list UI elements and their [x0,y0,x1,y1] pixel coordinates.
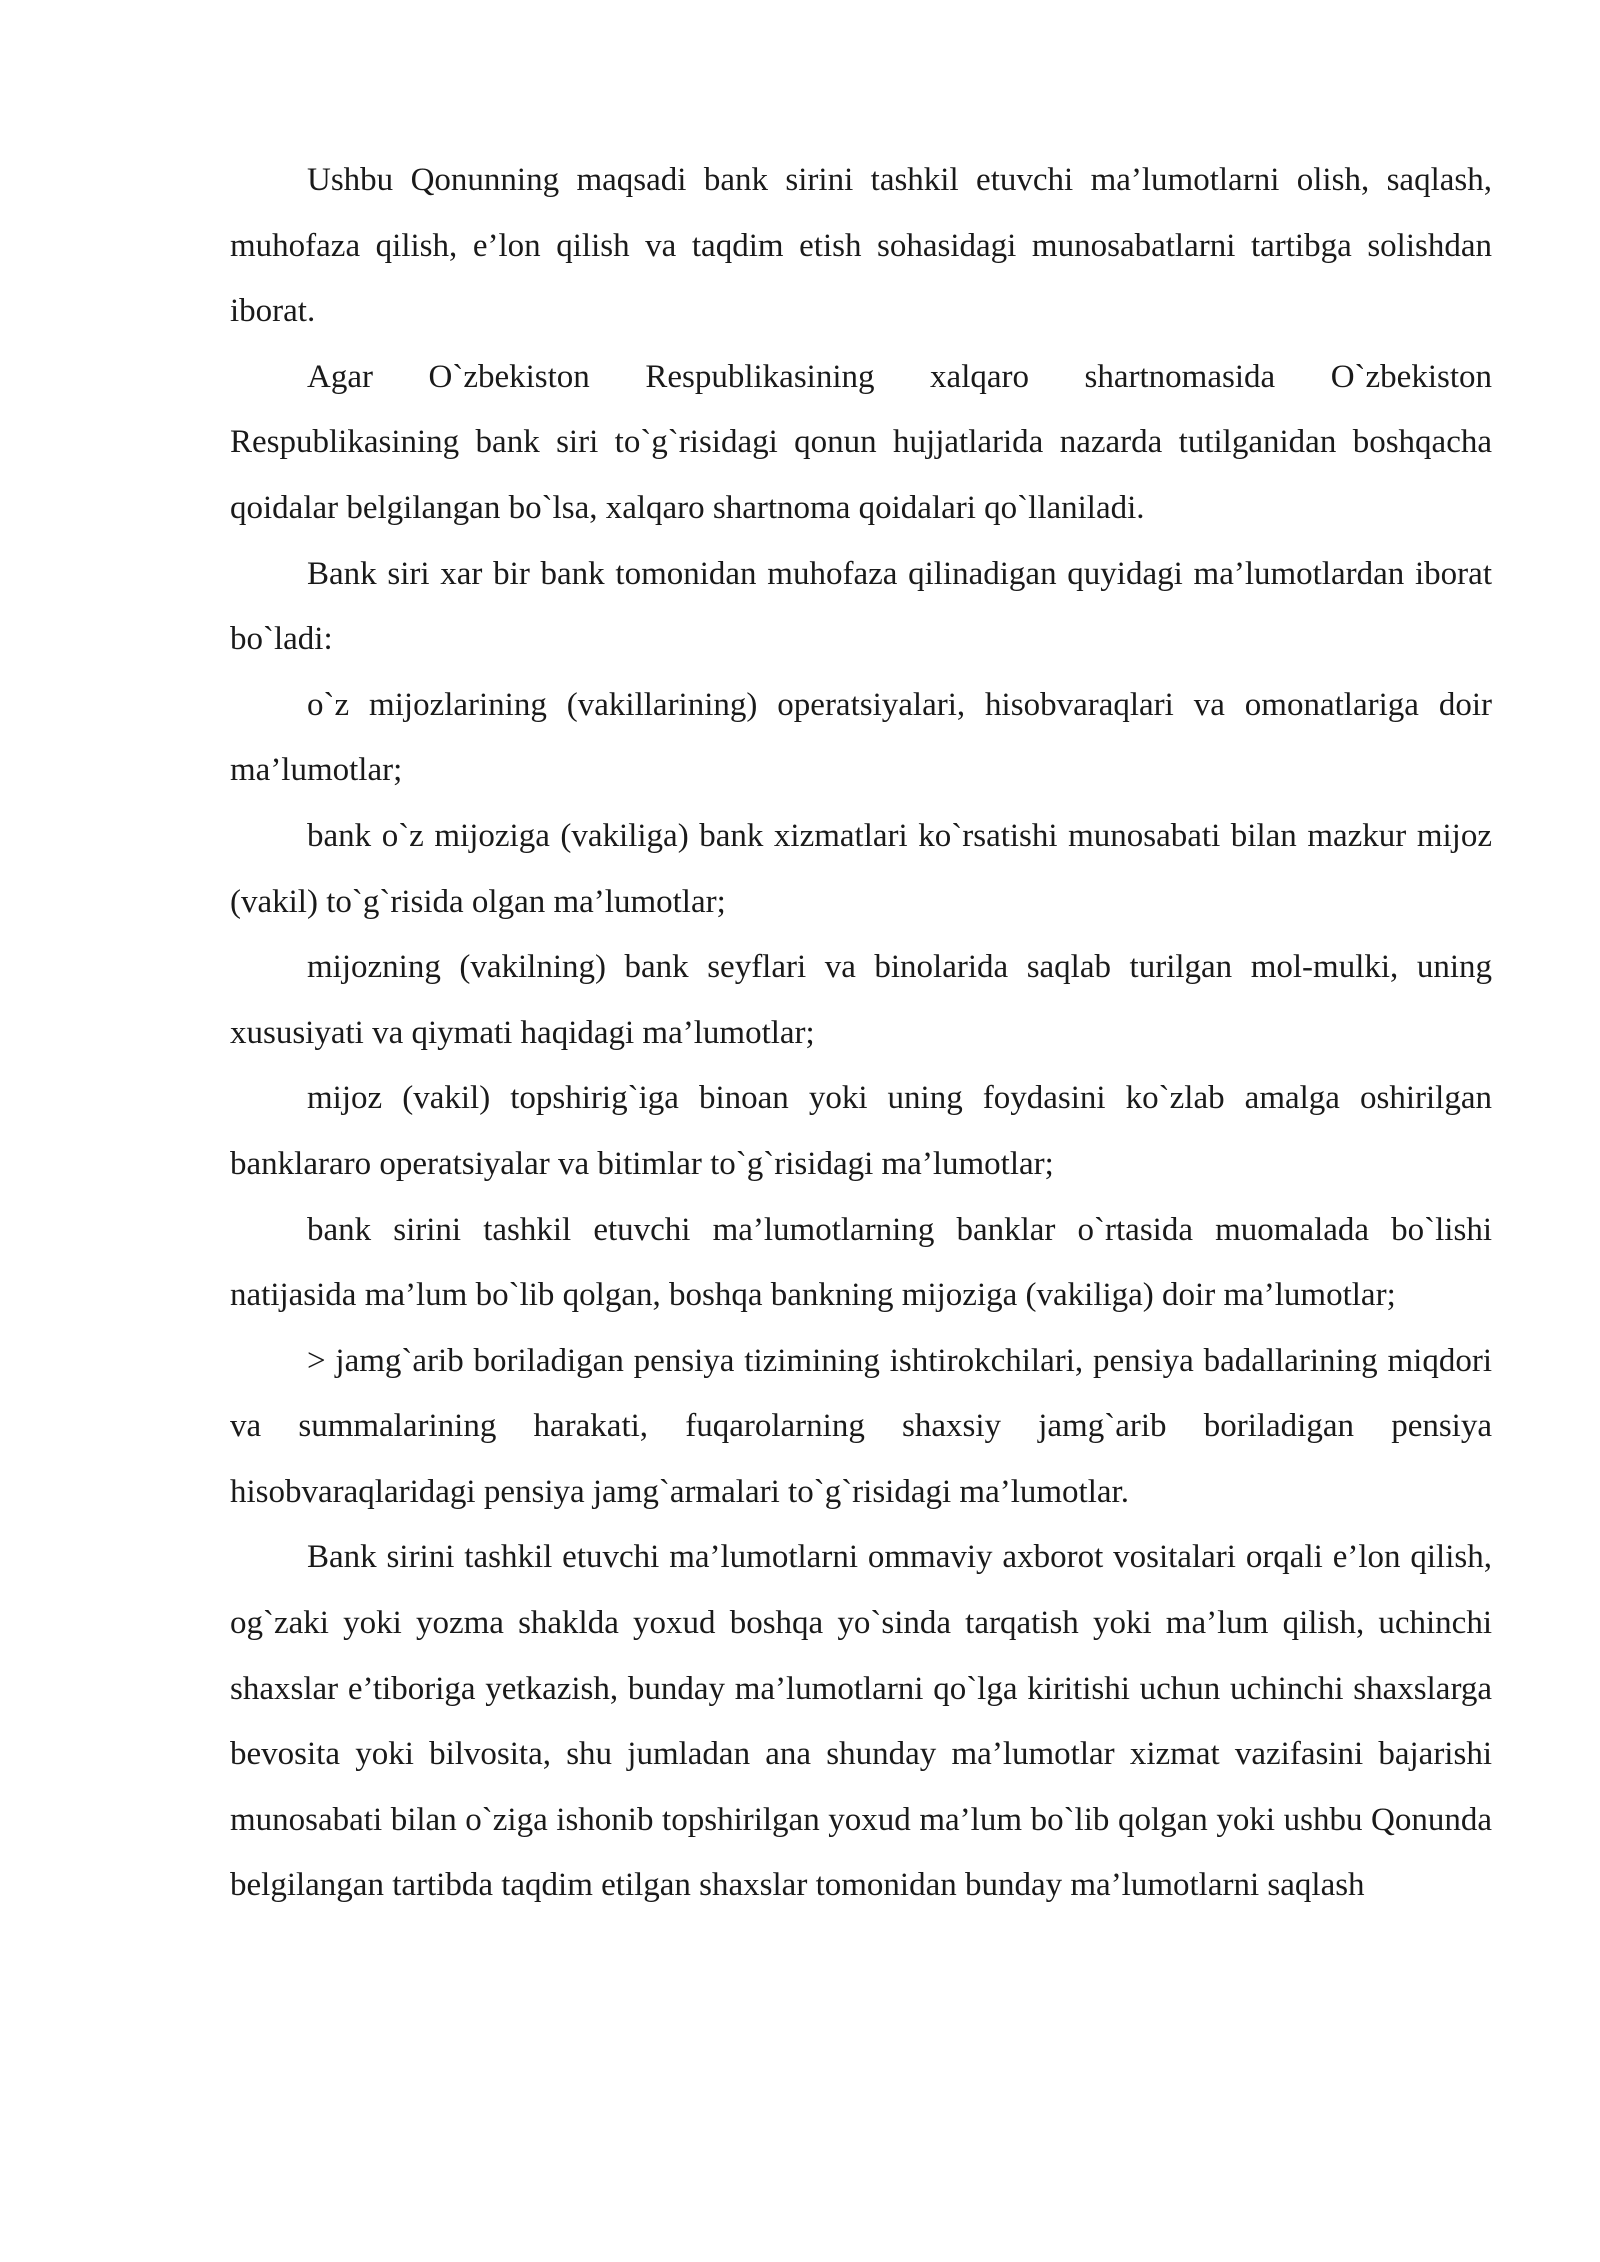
paragraph-purpose: Ushbu Qonunning maqsadi bank sirini tashkil etuvchi ma’lumotlarni olish, saqlash, muhofaza qilish, e’lon qilish va taqdim etish sohasidagi munosabatlarni tartibga solishdan iborat. [230,162,1492,330]
paragraph-disclosure: Bank sirini tashkil etuvchi ma’lumotlarni ommaviy axborot vositalari orqali e’lon qilish, og`zaki yoki yozma shakldа yoxud boshqa yo`sinda tarqatish yoki ma’lum qilish, uchinchi shaxslar e’tiboriga yetkazish, bunday ma’lumotlarni qo`lga kiritishi uchun uchinchi shaxslarga bevosita yoki bilvosita, shu jumladan ana shunday ma’lumotlar xizmat vazifasini bajarishi munosabati bilan o`ziga ishonib topshirilgan yoxud ma’lum bo`lib qolgan yoki ushbu Qonunda belgilangan tartibda taqdim etilgan shaxslar tomonidan bunday ma’lumotlarni saqlash [230,1539,1492,1904]
paragraph-international-treaty: Agar O`zbekiston Respublikasining xalqaro shartnomasida O`zbekiston Respublikasining bank siri to`g`risidagi qonun hujjatlarida nazarda tutilganidan boshqacha qoidalar belgilangan bo`lsa, xalqaro shartnoma qoidalari qo`llaniladi. [230,358,1492,526]
paragraph-safe-deposit: mijozning (vakilning) bank seyflari va binolarida saqlab turilgan mol-mulki, uning xususiyati va qiymati haqidagi ma’lumotlar; [230,949,1492,1051]
paragraph-client-operations: o`z mijozlarining (vakillarining) operatsiyalari, hisobvaraqlari va omonatlariga doir ma’lumotlar; [230,686,1492,789]
paragraph-pension-system: > jamg`arib boriladigan pensiya tizimining ishtirokchilari, pensiya badallarining miqdori va summalarining harakati, fuqarolarning shaxsiy jamg`arib boriladigan pensiya hisobvaraqlaridagi pensiya jamg`armalari to`g`risidagi ma’lumotlar. [230,1342,1492,1510]
paragraph-interbank-operations: mijoz (vakil) topshirig`iga binoan yoki uning foydasini ko`zlab amalga oshirilgan banklararo operatsiyalar va bitimlar to`g`risidagi ma’lumotlar; [230,1080,1492,1182]
paragraph-bank-secret-definition: Bank siri xar bir bank tomonidan muhofaza qilinadigan quyidagi ma’lumotlardan iborat bo`ladi: [230,555,1492,658]
document-body [230,148,1492,1919]
paragraph-interbank-information: bank sirini tashkil etuvchi ma’lumotlarning banklar o`rtasida muomalada bo`lishi natijasida ma’lum bo`lib qolgan, boshqa bankning mijoziga (vakiliga) doir ma’lumotlar; [230,1211,1492,1314]
paragraph-client-services: bank o`z mijoziga (vakiliga) bank xizmatlari ko`rsatishi munosabati bilan mazkur mijoz (vakil) to`g`risida olgan ma’lumotlar; [230,817,1492,920]
